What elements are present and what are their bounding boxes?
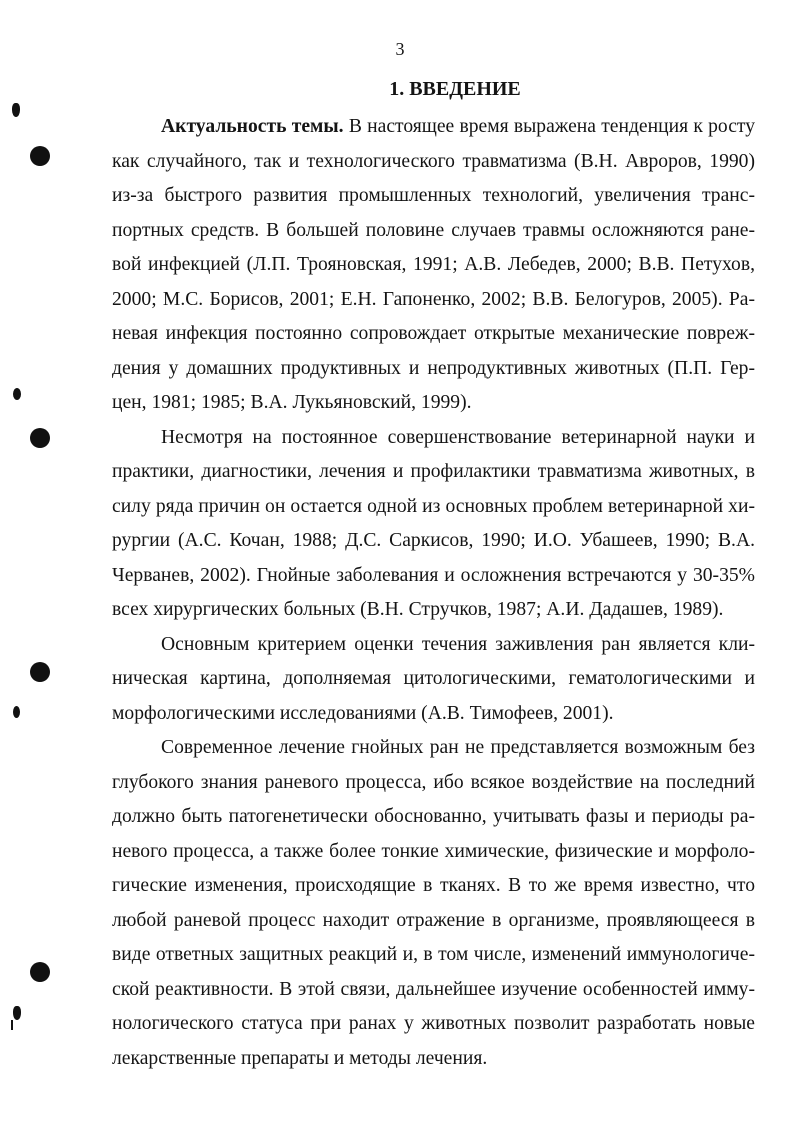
paragraph-1-text: В настоящее время выражена тенденция к росту как случайного, так и технологического травматизма (В.Н. Авроров, 1990) из-за быстрого развития промышленных технологий, увеличения транспортных средств. В большей половине случаев травмы осложняются раневой инфекцией (Л.П. Трояновская, 1991; А.В. Лебедев, 2000; В.В. Петухов, 2000; М.С. Борисов, 2001; Е.Н. Гапоненко, 2002; В.В. Белогуров, 2005). Раневая инфекция постоянно сопровождает открытые механические повреждения у домашних продуктивных и непродуктивных животных (П.П. Герцен, 1981; 1985; В.А. Лукьяновский, 1999). (112, 116, 755, 413)
paragraph-2: Несмотря на постоянное совершенствование ветеринарной науки и практики, диагностики, лечения и профилактики травматизма животных, в силу ряда причин он остается одной из основных проблем ветеринарной хирургии (А.С. Кочан, 1988; Д.С. Саркисов, 1990; И.О. Убашеев, 1990; В.А. Черванев, 2002). Гнойные заболевания и осложнения встречаются у 30-35% всех хирургических больных (В.Н. Стручков, 1987; А.И. Дадашев, 1989). (112, 426, 755, 620)
scan-speck-2 (13, 388, 21, 400)
scan-speck-5 (11, 1020, 13, 1030)
punch-hole-3 (30, 662, 50, 682)
scan-speck-1 (12, 103, 20, 117)
paragraph-1 (112, 110, 755, 421)
paragraph-4: Современное лечение гнойных ран не представляется возможным без глубокого знания раневого процесса, ибо всякое воздействие на последний должно быть патогенетически обоснованно, учитывать фазы и периоды раневого процесса, а также более тонкие химические, физические и морфологические изменения, происходящие в тканях. В то же время известно, что любой раневой процесс находит отражение в организме, проявляющееся в виде ответных защитных реакций и, в том числе, изменений иммунологической реактивности. В этой связи, дальнейшее изучение особенностей иммунологического статуса при ранах у животных позволит разработать новые лекарственные препараты и методы лечения. (112, 737, 755, 1069)
page-number: 3 (395, 39, 405, 59)
section-heading: 1. ВВЕДЕНИЕ (389, 78, 521, 100)
scan-speck-3 (13, 706, 20, 718)
paragraph-1-lead: Актуальность темы. (161, 116, 344, 137)
scan-speck-4 (13, 1006, 21, 1020)
body-text (112, 110, 755, 1076)
punch-hole-2 (30, 428, 50, 448)
paragraph-3: Основным критерием оценки течения заживления ран является клиническая картина, дополняемая цитологическими, гематологическими и морфологическими исследованиями (А.В. Тимофеев, 2001). (112, 633, 755, 724)
punch-hole-4 (30, 962, 50, 982)
punch-hole-1 (30, 146, 50, 166)
